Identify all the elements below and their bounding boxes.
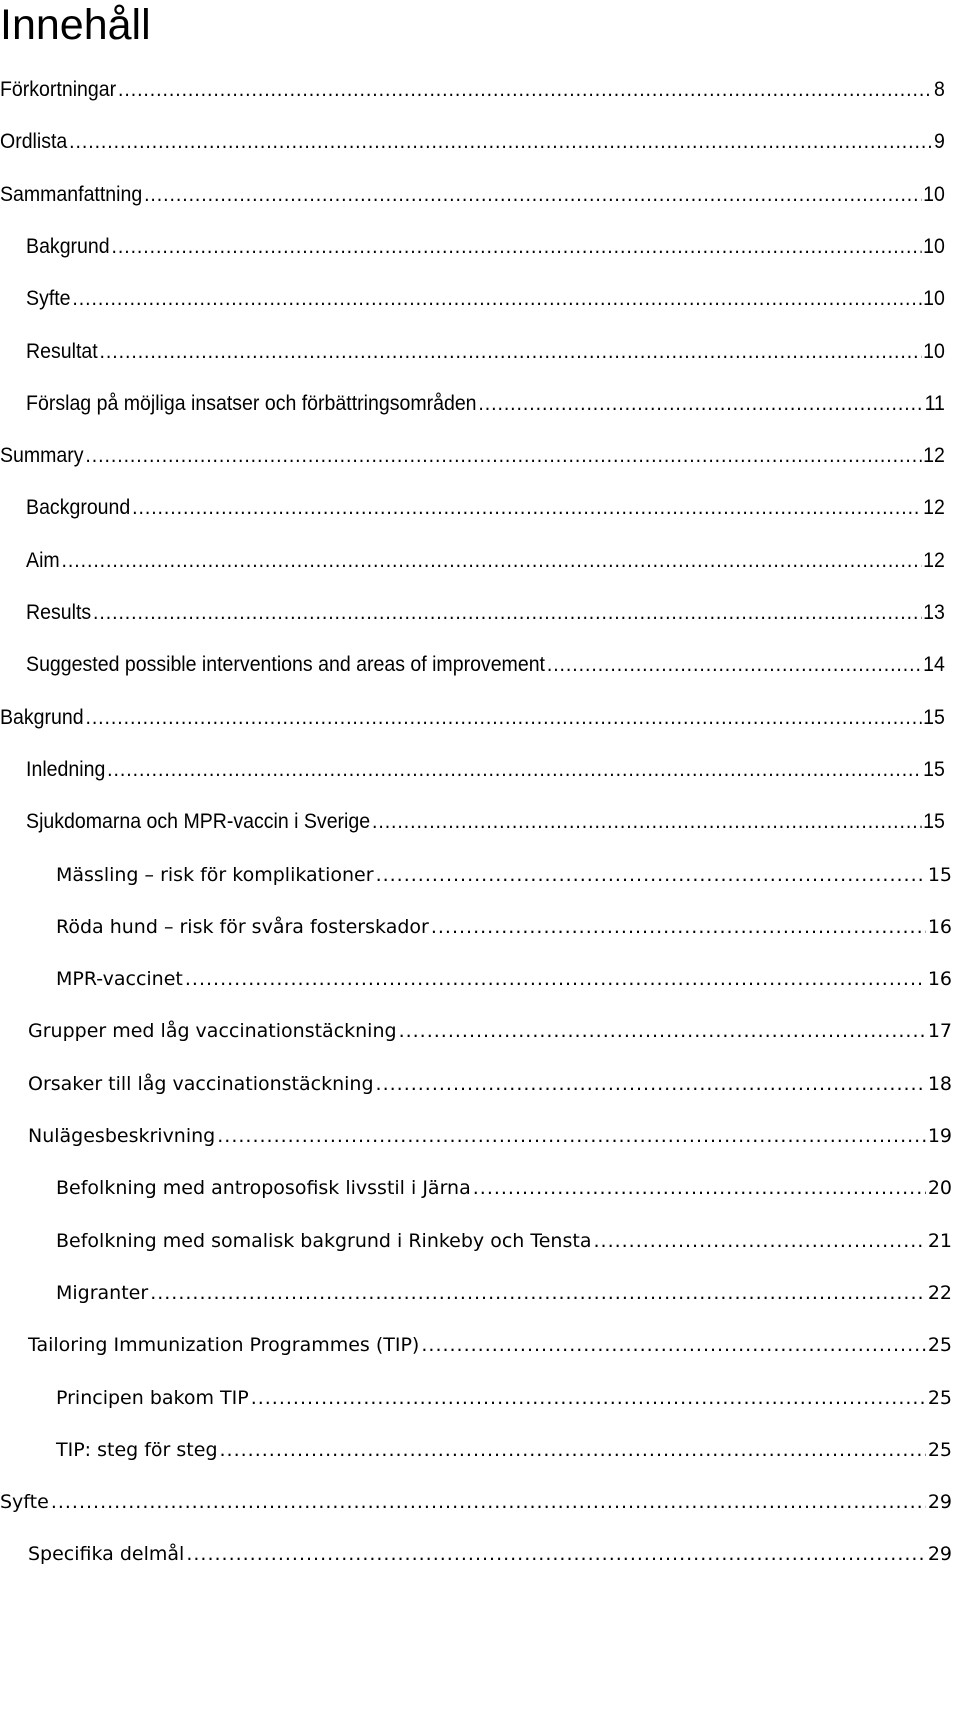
- toc-page-number: 22: [927, 1282, 952, 1304]
- toc-entry[interactable]: [0, 1381, 960, 1411]
- toc-dot-leader: [112, 234, 922, 260]
- toc-dot-leader: [144, 182, 921, 208]
- toc-entry-label: Bakgrund: [26, 235, 110, 258]
- toc-page-number: 12: [923, 496, 945, 519]
- toc-entry[interactable]: [0, 596, 960, 626]
- toc-entry[interactable]: [0, 544, 960, 574]
- toc-dot-leader: [186, 1541, 925, 1567]
- toc-dot-leader: [100, 339, 922, 365]
- toc-dot-leader: [220, 1437, 926, 1463]
- toc-entry-label: Orsaker till låg vaccinationstäckning: [28, 1073, 374, 1095]
- toc-page-number: 21: [927, 1230, 952, 1252]
- toc-entry-label: Results: [26, 601, 92, 624]
- toc-page-number: 29: [927, 1543, 952, 1565]
- toc-entry[interactable]: [0, 1276, 960, 1306]
- toc-entry[interactable]: [0, 230, 960, 260]
- toc-entry[interactable]: [0, 491, 960, 521]
- toc-dot-leader: [185, 966, 926, 992]
- toc-entry[interactable]: [0, 1485, 960, 1515]
- toc-entry[interactable]: [0, 125, 960, 155]
- toc-page-number: 25: [927, 1334, 952, 1356]
- toc-entry[interactable]: [0, 1433, 960, 1463]
- toc-entry[interactable]: [0, 805, 960, 835]
- toc-dot-leader: [217, 1123, 926, 1149]
- toc-page-number: 10: [923, 287, 945, 310]
- toc-page-number: 10: [923, 340, 945, 363]
- toc-entry[interactable]: [0, 962, 960, 992]
- toc-entry-label: Syfte: [0, 1491, 49, 1513]
- toc-dot-leader: [69, 129, 932, 155]
- toc-entry-label: Ordlista: [0, 130, 68, 153]
- toc-entry[interactable]: [0, 1119, 960, 1149]
- toc-entry-label: Background: [26, 496, 131, 519]
- toc-entry[interactable]: [0, 73, 960, 103]
- toc-entry[interactable]: [0, 1224, 960, 1254]
- toc-dot-leader: [473, 1175, 926, 1201]
- toc-entry-label: Inledning: [26, 758, 106, 781]
- toc-dot-leader: [132, 495, 921, 521]
- toc-dot-leader: [431, 914, 926, 940]
- toc-dot-leader: [85, 705, 921, 731]
- toc-dot-leader: [51, 1489, 926, 1515]
- toc-entry-label: Sjukdomarna och MPR-vaccin i Sverige: [26, 810, 371, 833]
- toc-entry-label: Tailoring Immunization Programmes (TIP): [28, 1334, 420, 1356]
- toc-page-number: 20: [927, 1177, 952, 1199]
- toc-dot-leader: [107, 757, 921, 783]
- toc-entry[interactable]: [0, 1328, 960, 1358]
- toc-page-number: 8: [934, 78, 945, 101]
- toc-page-number: 25: [927, 1439, 952, 1461]
- toc-dot-leader: [547, 652, 921, 678]
- toc-page-number: 13: [923, 601, 945, 624]
- toc-entry[interactable]: [0, 1014, 960, 1044]
- toc-entry[interactable]: [0, 335, 960, 365]
- toc-entry-label: Suggested possible interventions and areas of improvement: [26, 653, 545, 676]
- toc-entry-label: Syfte: [26, 287, 71, 310]
- toc-entry-label: Principen bakom TIP: [56, 1387, 249, 1409]
- toc-page-number: 12: [923, 549, 945, 572]
- toc-page-number: 14: [923, 653, 945, 676]
- toc-dot-leader: [62, 548, 922, 574]
- toc-entry-label: MPR-vaccinet: [56, 968, 183, 990]
- toc-entry-label: Summary: [0, 444, 84, 467]
- toc-dot-leader: [376, 1071, 926, 1097]
- toc-entry[interactable]: [0, 1537, 960, 1567]
- toc-entry-label: Migranter: [56, 1282, 149, 1304]
- toc-page-number: 10: [923, 235, 945, 258]
- toc-entry-label: Befolkning med somalisk bakgrund i Rinkeby och Tensta: [56, 1230, 592, 1252]
- toc-entry-label: Mässling – risk för komplikationer: [56, 864, 374, 886]
- toc-entry[interactable]: [0, 858, 960, 888]
- toc-page-number: 16: [927, 916, 952, 938]
- toc-entry-label: Förkortningar: [0, 78, 117, 101]
- toc-entry-label: Sammanfattning: [0, 183, 143, 206]
- toc-dot-leader: [593, 1228, 925, 1254]
- toc-dot-leader: [251, 1385, 926, 1411]
- toc-entry-label: TIP: steg för steg: [56, 1439, 218, 1461]
- toc-entry[interactable]: [0, 282, 960, 312]
- toc-entry[interactable]: [0, 648, 960, 678]
- toc-dot-leader: [421, 1332, 925, 1358]
- toc-title: Innehåll: [0, 1, 151, 49]
- toc-entry[interactable]: [0, 910, 960, 940]
- toc-page-number: 15: [923, 706, 945, 729]
- toc-page-number: 9: [934, 130, 945, 153]
- toc-entry[interactable]: [0, 701, 960, 731]
- toc-entry[interactable]: [0, 439, 960, 469]
- toc-page-number: 18: [927, 1073, 952, 1095]
- toc-page-number: 15: [923, 810, 945, 833]
- toc-entry-label: Resultat: [26, 340, 98, 363]
- toc-entry[interactable]: [0, 1067, 960, 1097]
- toc-entry[interactable]: [0, 1171, 960, 1201]
- toc-dot-leader: [376, 862, 926, 888]
- toc-dot-leader: [72, 286, 921, 312]
- toc-entry-label: Förslag på möjliga insatser och förbättringsområden: [26, 392, 477, 415]
- toc-entry[interactable]: [0, 178, 960, 208]
- toc-entry[interactable]: [0, 387, 960, 417]
- toc-entry-label: Nulägesbeskrivning: [28, 1125, 216, 1147]
- toc-entry-label: Aim: [26, 549, 60, 572]
- toc-dot-leader: [399, 1018, 926, 1044]
- toc-page-number: 29: [927, 1491, 952, 1513]
- toc-page-number: 25: [927, 1387, 952, 1409]
- toc-page-number: 10: [923, 183, 945, 206]
- toc-page-number: 15: [927, 864, 952, 886]
- toc-dot-leader: [118, 77, 932, 103]
- toc-entry-label: Bakgrund: [0, 706, 84, 729]
- toc-page-number: 15: [923, 758, 945, 781]
- toc-entry-label: Grupper med låg vaccinationstäckning: [28, 1020, 397, 1042]
- toc-page-number: 11: [924, 392, 945, 415]
- toc-entry-label: Röda hund – risk för svåra fosterskador: [56, 916, 429, 938]
- toc-page-number: 19: [927, 1125, 952, 1147]
- toc-page-number: 17: [927, 1020, 952, 1042]
- toc-page-number: 16: [927, 968, 952, 990]
- toc-dot-leader: [372, 809, 921, 835]
- toc-page-number: 12: [923, 444, 945, 467]
- toc-dot-leader: [478, 391, 922, 417]
- toc-dot-leader: [150, 1280, 926, 1306]
- toc-dot-leader: [85, 443, 921, 469]
- toc-dot-leader: [93, 600, 921, 626]
- toc-entry-label: Befolkning med antroposofisk livsstil i Järna: [56, 1177, 471, 1199]
- toc-entry[interactable]: [0, 753, 960, 783]
- toc-entry-label: Specifika delmål: [28, 1543, 185, 1565]
